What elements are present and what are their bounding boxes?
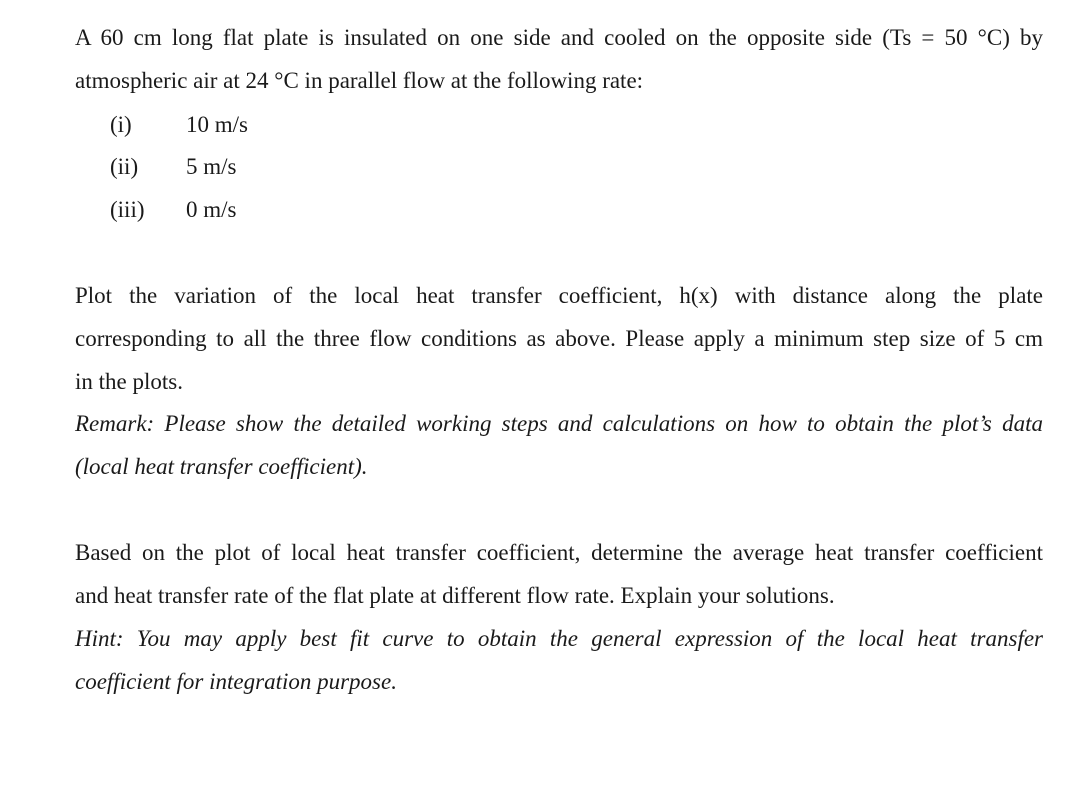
task1-line-2: corresponding to all the three flow conditions as above. Please apply a minimum step size of 5 cm: [75, 326, 1043, 351]
intro-line-2: atmospheric air at 24 °C in parallel flow at the following rate:: [75, 68, 644, 93]
task1-line-1: Plot the variation of the local heat transfer coefficient, h(x) with distance along the plate: [75, 283, 1043, 308]
rate-value: 5 m/s: [186, 154, 237, 179]
task1-line-3: in the plots.: [75, 369, 183, 394]
remark-line-2: (local heat transfer coefficient).: [75, 454, 368, 479]
intro-line-1: A 60 cm long flat plate is insulated on one side and cooled on the opposite side (Ts = 50 °C) by: [75, 25, 1043, 50]
rate-item: [110, 188, 236, 231]
rate-number: (ii): [110, 154, 139, 179]
hint-line-1: Hint: You may apply best fit curve to obtain the general expression of the local heat transfer: [75, 626, 1043, 651]
task2-line-2: and heat transfer rate of the flat plate at different flow rate. Explain your solutions.: [75, 583, 835, 608]
rate-item: [110, 103, 248, 146]
remark-line-1: Remark: Please show the detailed working steps and calculations on how to obtain the plot’s data: [75, 411, 1043, 436]
rate-item: [110, 145, 236, 188]
rate-number: (iii): [110, 197, 145, 222]
rate-value: 0 m/s: [186, 197, 237, 222]
hint-line-2: coefficient for integration purpose.: [75, 669, 397, 694]
rate-number: (i): [110, 112, 132, 137]
rate-value: 10 m/s: [186, 112, 248, 137]
task2-line-1: Based on the plot of local heat transfer coefficient, determine the average heat transfer coefficient: [75, 540, 1043, 565]
